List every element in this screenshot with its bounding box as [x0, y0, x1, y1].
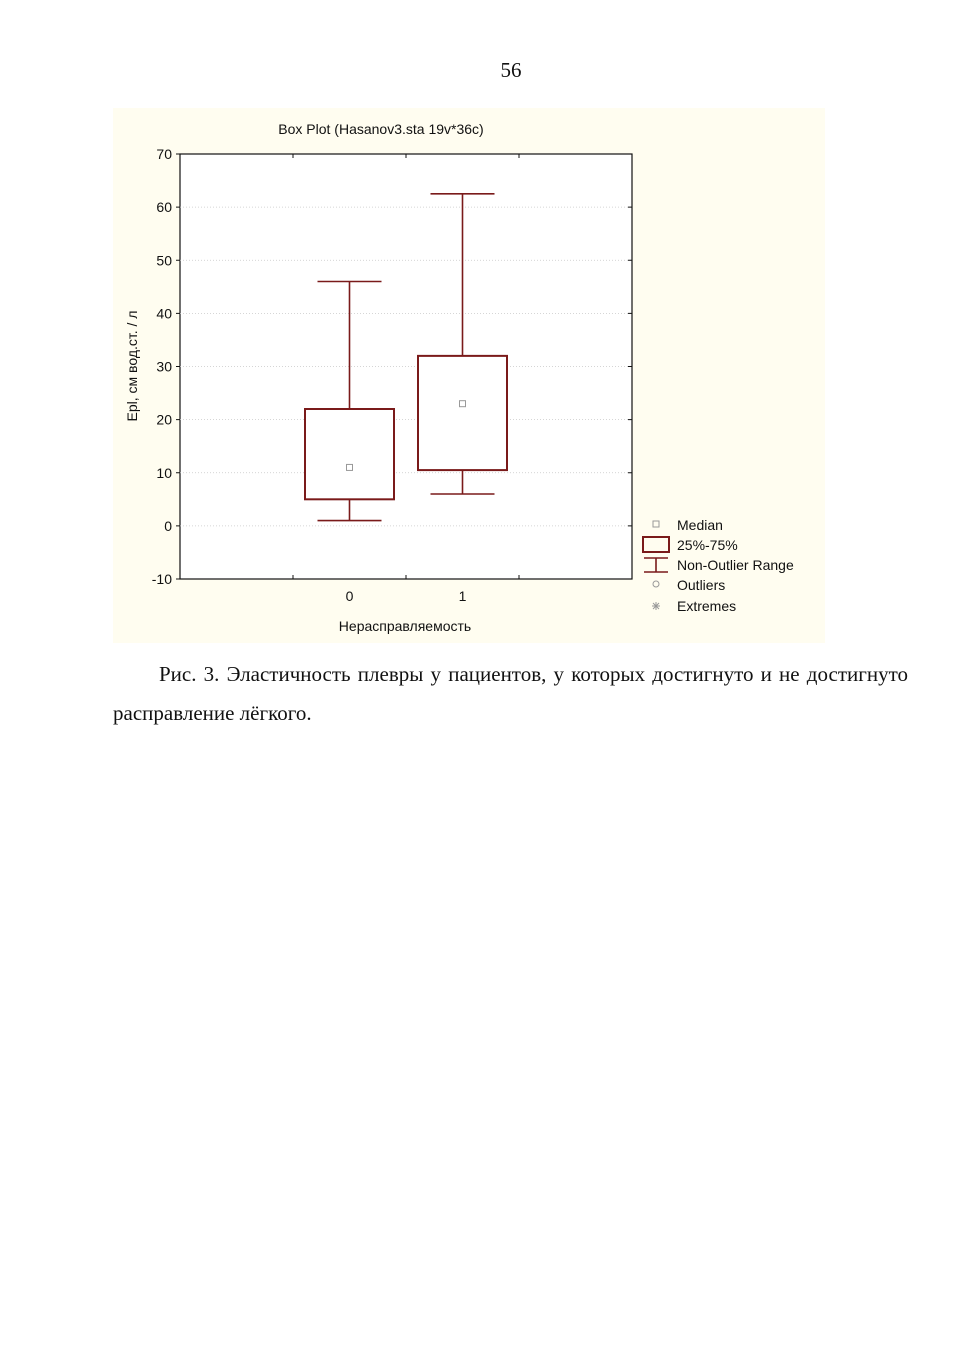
y-tick-label: 10 [156, 464, 172, 481]
legend-outliers-symbol [653, 581, 659, 587]
legend [643, 517, 794, 614]
y-tick-label: 20 [156, 411, 172, 428]
legend-extremes-symbol [652, 602, 660, 610]
y-tick-label: 70 [156, 146, 172, 162]
legend-outliers-label: Outliers [677, 577, 726, 593]
y-tick-label: -10 [151, 571, 172, 587]
x-tick-label: 1 [458, 588, 467, 604]
legend-median-symbol [653, 521, 659, 527]
page-number: 56 [500, 58, 522, 82]
y-tick-label: 30 [156, 358, 172, 375]
y-tick-label: 0 [164, 517, 172, 534]
x-tick-label: 0 [345, 588, 354, 604]
figure-caption: Рис. 3. Эластичность плевры у пациентов, у которых достигнуто и не достигнуто расправление лёгкого. [113, 662, 908, 725]
y-tick-label: 60 [156, 199, 172, 216]
y-axis-label: Epl, см вод.ст. / л [124, 310, 140, 422]
chart-title: Box Plot (Hasanov3.sta 19v*36c) [278, 121, 484, 137]
legend-extremes-label: Extremes [677, 598, 737, 614]
y-tick-label: 50 [156, 252, 172, 269]
box-plot-figure [113, 108, 825, 643]
legend-range-symbol [644, 558, 668, 572]
y-tick-label: 40 [156, 305, 172, 322]
iqr-box [305, 409, 394, 499]
legend-range-label: Non-Outlier Range [677, 557, 794, 573]
iqr-box [418, 356, 507, 470]
legend-median-label: Median [677, 517, 723, 533]
box-plot-svg [113, 108, 825, 643]
legend-iqr-label: 25%-75% [677, 537, 738, 553]
legend-iqr-symbol [643, 537, 669, 552]
x-axis-label: Нерасправляемость [338, 618, 472, 634]
